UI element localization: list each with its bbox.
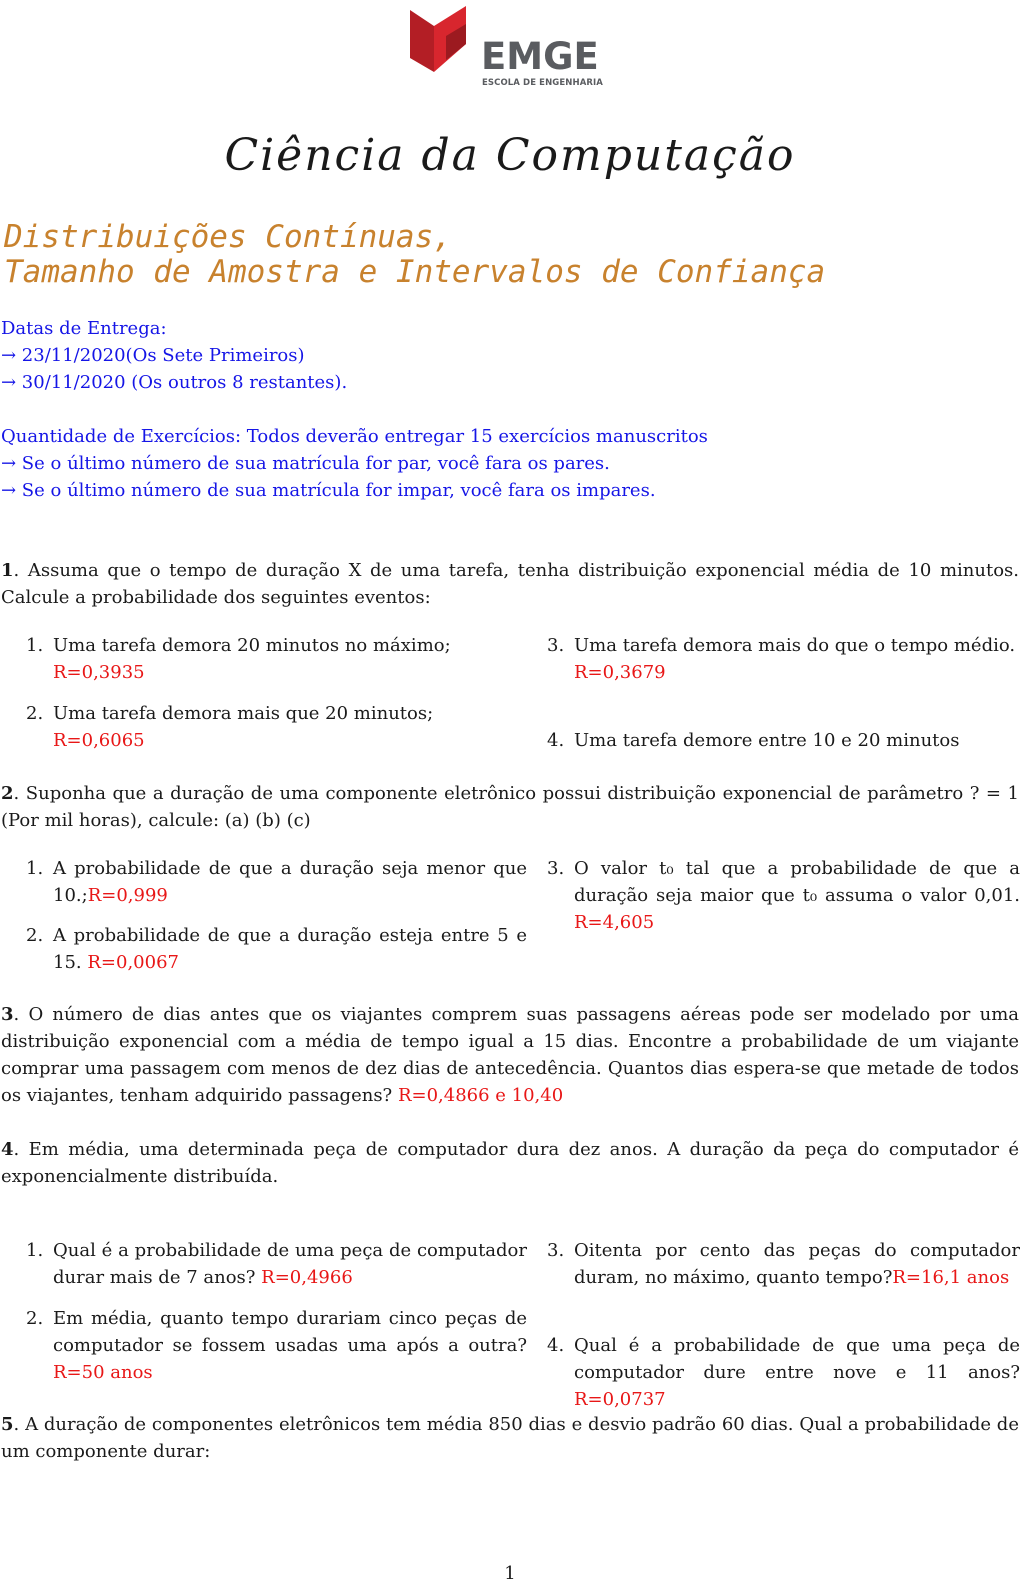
item-text: A probabilidade de que a duração esteja entre 5 e 15.: [53, 925, 527, 973]
exercise-text: . O número de dias antes que os viajantes comprem suas passagens aéreas pode ser modelado por uma distribuição exponencial com a média de tempo igual a 15 dias. Encontre a probabilidade de um viajante comprar uma passagem com menos de dez dias de antecedência. Quantos dias espera-se que metade de todos os viajantes, tenham adquirido passagens?: [1, 1004, 1019, 1106]
exercise-number: 4: [1, 1139, 14, 1160]
exercise-5: [1, 1411, 1019, 1465]
item-number: 2.: [26, 703, 44, 724]
item-answer: R=4,605: [574, 912, 655, 933]
item-text: Uma tarefa demore entre 10 e 20 minutos: [574, 730, 960, 751]
exercise-text: . Suponha que a duração de uma componente eletrônico possui distribuição exponencial de parâmetro ? = 1 (Por mil horas), calcule: (a) (b) (c): [1, 783, 1019, 831]
item-number: 2.: [26, 925, 44, 946]
item-number: 3.: [547, 858, 565, 879]
exercise-2: [1, 780, 1019, 834]
page-title: [4, 220, 825, 290]
item-answer: R=0,6065: [53, 730, 145, 751]
course-title: Ciência da Computação: [224, 130, 796, 181]
exercise-text: . Em média, uma determinada peça de computador dura dez anos. A duração da peça do computador é exponencialmente distribuída.: [1, 1139, 1019, 1187]
exercise-3: [1, 1001, 1019, 1109]
exercise-number: 5: [1, 1414, 14, 1435]
item-number: 1.: [26, 635, 44, 656]
item-number: 3.: [547, 1240, 565, 1261]
exercise-1: [1, 557, 1019, 611]
item-text: Qual é a probabilidade de que uma peça de computador dure entre nove e 11 anos?: [574, 1335, 1020, 1383]
item-text: A probabilidade de que a duração seja menor que 10.;: [53, 858, 527, 906]
exercise-quantity: [1, 423, 708, 504]
page-number: 1: [504, 1563, 516, 1584]
item-text: Uma tarefa demora mais do que o tempo médio.: [574, 635, 1016, 656]
logo-name: EMGE: [481, 35, 599, 78]
exercise-number: 1: [1, 560, 14, 581]
quantity-rule-even: → Se o último número de sua matrícula for par, você fara os pares.: [1, 453, 610, 474]
item-text: Uma tarefa demora 20 minutos no máximo;: [53, 635, 451, 656]
logo-subtitle: ESCOLA DE ENGENHARIA: [482, 78, 603, 88]
delivery-dates: [1, 315, 347, 396]
delivery-date-1: → 23/11/2020(Os Sete Primeiros): [1, 345, 305, 366]
item-text: Oitenta por cento das peças do computador duram, no máximo, quanto tempo?: [574, 1240, 1020, 1288]
delivery-date-2: → 30/11/2020 (Os outros 8 restantes).: [1, 372, 348, 393]
exercise-answer: R=0,4866 e 10,40: [397, 1085, 564, 1106]
item-number: 4.: [547, 1335, 565, 1356]
title-line-2: Tamanho de Amostra e Intervalos de Confiança: [4, 254, 826, 290]
item-answer: R=0,999: [87, 885, 168, 906]
item-number: 1.: [26, 1240, 44, 1261]
item-answer: R=0,4966: [261, 1267, 353, 1288]
item-number: 4.: [547, 730, 565, 751]
title-line-1: Distribuições Contínuas,: [4, 219, 452, 255]
exercise-text: . Assuma que o tempo de duração X de uma tarefa, tenha distribuição exponencial média de 10 minutos. Calcule a probabilidade dos seguintes eventos:: [1, 560, 1019, 608]
item-answer: R=0,3935: [53, 662, 145, 683]
item-answer: R=0,0067: [87, 952, 179, 973]
item-number: 1.: [26, 858, 44, 879]
delivery-label: Datas de Entrega:: [1, 318, 167, 339]
emge-logo: [410, 6, 610, 90]
item-answer: R=50 anos: [53, 1362, 153, 1383]
item-text: Em média, quanto tempo durariam cinco peças de computador se fossem usadas uma após a outra?: [53, 1308, 527, 1356]
exercise-text: . A duração de componentes eletrônicos tem média 850 dias e desvio padrão 60 dias. Qual a probabilidade de um componente durar:: [1, 1414, 1019, 1462]
quantity-label: Quantidade de Exercícios: Todos deverão entregar 15 exercícios manuscritos: [1, 426, 708, 447]
emge-logo-mark-icon: [410, 6, 480, 76]
exercise-number: 3: [1, 1004, 14, 1025]
item-text: O valor t₀ tal que a probabilidade de que a duração seja maior que t₀ assuma o valor 0,01.: [574, 858, 1020, 906]
exercise-number: 2: [1, 783, 14, 804]
item-answer: R=0,3679: [574, 662, 666, 683]
item-number: 2.: [26, 1308, 44, 1329]
item-answer: R=0,0737: [574, 1389, 666, 1410]
item-number: 3.: [547, 635, 565, 656]
item-text: Uma tarefa demora mais que 20 minutos;: [53, 703, 434, 724]
quantity-rule-odd: → Se o último número de sua matrícula for impar, você fara os impares.: [1, 480, 656, 501]
item-answer: R=16,1 anos: [892, 1267, 1010, 1288]
exercise-4: [1, 1136, 1019, 1190]
item-text: Qual é a probabilidade de uma peça de computador durar mais de 7 anos?: [53, 1240, 527, 1288]
